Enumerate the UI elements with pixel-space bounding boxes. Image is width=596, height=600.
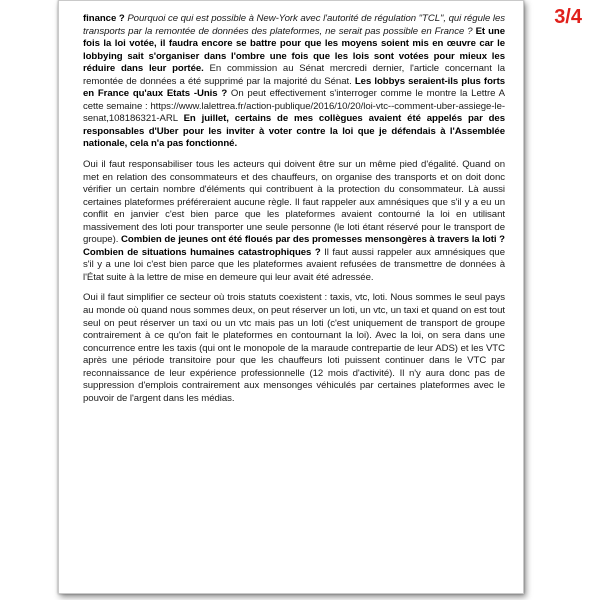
page-number: 3/4	[554, 6, 582, 28]
text-run: Oui il faut simplifier ce secteur où trois statuts coexistent : taxis, vtc, loti. Nous sommes le seul pays au monde où quand nous sommes deux, on peut réserver un loti, un vtc, un taxi et quand on est tout seul on peut réserver un taxi ou un vtc mais pas un loti (c'est uniquement de transport de groupe contrairement à ce qu'on fait le plateformes en contournant la loi). Avec la loi, on sera dans une concurrence entre les taxis (qui ont le monopole de la maraude contrepartie de leur ADS) et les VTC après une période transitoire pour que les chauffeurs loti puissent continuer dans le VTC par reconnaissance de leur expérience professionnelle (12 mois d'activité). Il n'y aura donc pas de suppression d'emplois contrairement aux mensonges véhiculés par certaines plateformes avec le pouvoir de l'argent dans les médias.	[83, 292, 505, 404]
text-run: En commission au Sénat mercredi dernier, l'article concernant la remontée de données a été supprimé par la majorité du Sénat.	[83, 63, 505, 87]
text-run: Il faut aussi rappeler aux amnésiques que s'il y a une loi c'est bien parce que les plateformes avaient refusées de transmettre de données à l'État suite à la lettre de mise en demeure qui leur avait été adressée.	[83, 246, 505, 283]
text-run: Oui il faut responsabiliser tous les acteurs qui doivent être sur un même pied d'égalité. Quand on met en relation des consommateurs et des chauffeurs, on organise des transports et on doit donc vérifier un certain nombre d'éléments qui contribuent à la protection du consommateur. Là aussi certaines plateformes préféreraient aucune règle. Il faut rappeler aux amnésiques que s'il y a eu un conflit en janvier c'est bien parce que les plateformes avaient contourné la loi en utilisant massivement des loti pour transporter une seule personne (le loti étant réservé pour le transport de groupe).	[83, 159, 505, 246]
text-run: Et une fois la loi votée, il faudra encore se battre pour que les moyens soient mis en œuvre car le lobbying sait s'organiser dans l'ombre une fois que les lois sont votées pour mieux les réduire dans leur portée.	[83, 25, 506, 75]
text-run: Pourquoi ce qui est possible à New-York avec l'autorité de régulation "TCL", qui régule les transports par la remontée de données des plateformes, ne serait pas possible en France ?	[83, 13, 505, 37]
text-run: En juillet, certains de mes collègues avaient été appelés par des responsables d'Uber pour les inviter à voter contre la loi que je défendais à l'Assemblée nationale, cela n'a pas fonctionné.	[83, 113, 505, 150]
document-body	[83, 13, 505, 413]
text-run: Les lobbys seraient-ils plus forts en France qu'aux Etats -Unis ?	[83, 75, 505, 100]
text-run: finance ?	[83, 13, 128, 24]
paragraph-1	[83, 13, 505, 151]
document-page	[58, 0, 524, 594]
text-run: Combien de jeunes ont été floués par des promesses mensongères à travers la loti ? Combien de situations humaines catastrophiques ?	[83, 234, 505, 258]
paragraph-3	[83, 292, 505, 405]
paragraph-2	[83, 159, 505, 284]
text-run: On peut effectivement s'interroger comme le montre la Lettre A cette semaine : https://www.lalettrea.fr/action-publique/2016/10/20/loi-vtc--comment-uber-assiege-le-senat,108186321-ARL	[83, 88, 505, 125]
